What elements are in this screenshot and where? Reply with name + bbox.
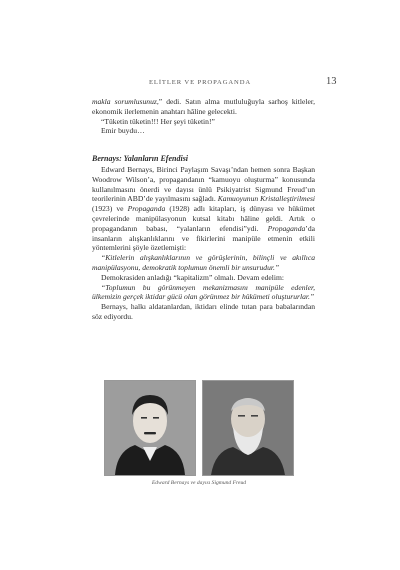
text-run: “Tüketin tüketin!!! Her şeyi tüketin!” (101, 116, 215, 126)
text-run: ’da insanların alışkanlıklarını ve fikirlerini manipüle etmenin etkili yöntemlerini şöyle özetlemişti: (92, 223, 315, 253)
paragraph (92, 126, 315, 136)
text-run: “Toplumun bu görünmeyen mekanizmasını manipüle edenler, ülkemizin gerçek iktidar gücü olan görünmez bir hükümeti oluştururlar.” (92, 282, 315, 302)
text-run: makla sorumlusunuz, (92, 97, 159, 106)
page-number: 13 (326, 76, 337, 87)
paragraph (92, 165, 315, 253)
paragraph (92, 97, 315, 117)
body-text (92, 97, 315, 322)
text-run: Bernays, halkı aldatanlardan, iktidarı elinde tutan para babalarından söz ediyordu. (92, 302, 315, 321)
text-run: “Kitlelerin alışkanlıklarının ve görüşlerinin, bilinçli ve akıllıca manipülasyonu, demokratik toplumun önemli bir unsurudur.” (92, 253, 315, 272)
portrait-bernays-image (105, 381, 195, 475)
photo-edward-bernays (104, 380, 196, 476)
paragraph (92, 273, 315, 283)
paragraphs-after (92, 165, 315, 322)
text-run: Kamuoyunun Kristalleştirilmesi (217, 194, 316, 204)
text-run: (1928) adlı kitapları, iş dünyası ve hükümet çevrelerinde manipülasyonun kutsal kitabı hâline geldi. Artık o propagandanın babası, “yalanların efendisi”ydi. (92, 204, 315, 233)
text-run: Demokrasiden anladığı “kapitalizm” olmalı. Devam edelim: (101, 272, 285, 282)
paragraphs-before (92, 97, 315, 136)
text-run: Propaganda (127, 204, 166, 214)
figure-caption: Edward Bernays ve dayısı Sigmund Freud (151, 480, 247, 486)
photo-sigmund-freud (202, 380, 294, 476)
text-run: ” dedi. Satın alma mutluluğuyla sarhoş kitleler, ekonomik ilerlemenin anahtarı hâline gelecekti. (92, 97, 315, 116)
paragraph (92, 253, 315, 273)
text-run: Emir buydu… (101, 126, 145, 136)
paragraph (92, 117, 315, 127)
portrait-freud-image (203, 381, 293, 475)
text-run: (1923) ve (92, 204, 128, 214)
text-run: Propaganda (267, 223, 306, 233)
section-title: Bernays: Yalanların Efendisi (92, 154, 189, 164)
paragraph (92, 302, 315, 322)
running-head: ELİTLER VE PROPAGANDA (148, 79, 252, 86)
photo-row (104, 380, 294, 476)
paragraph (92, 283, 315, 303)
text-run: Edward Bernays, Birinci Paylaşım Savaşı’ndan hemen sonra Başkan Woodrow Wilson’a, propagandanın “kamuoyu oluşturma” konusunda kullanılmasını önerdi ve dayısı ünlü Psikiyatrist Sigmund Freud’un teorilerinin ABD’de yayılmasını sağladı. (92, 164, 315, 204)
